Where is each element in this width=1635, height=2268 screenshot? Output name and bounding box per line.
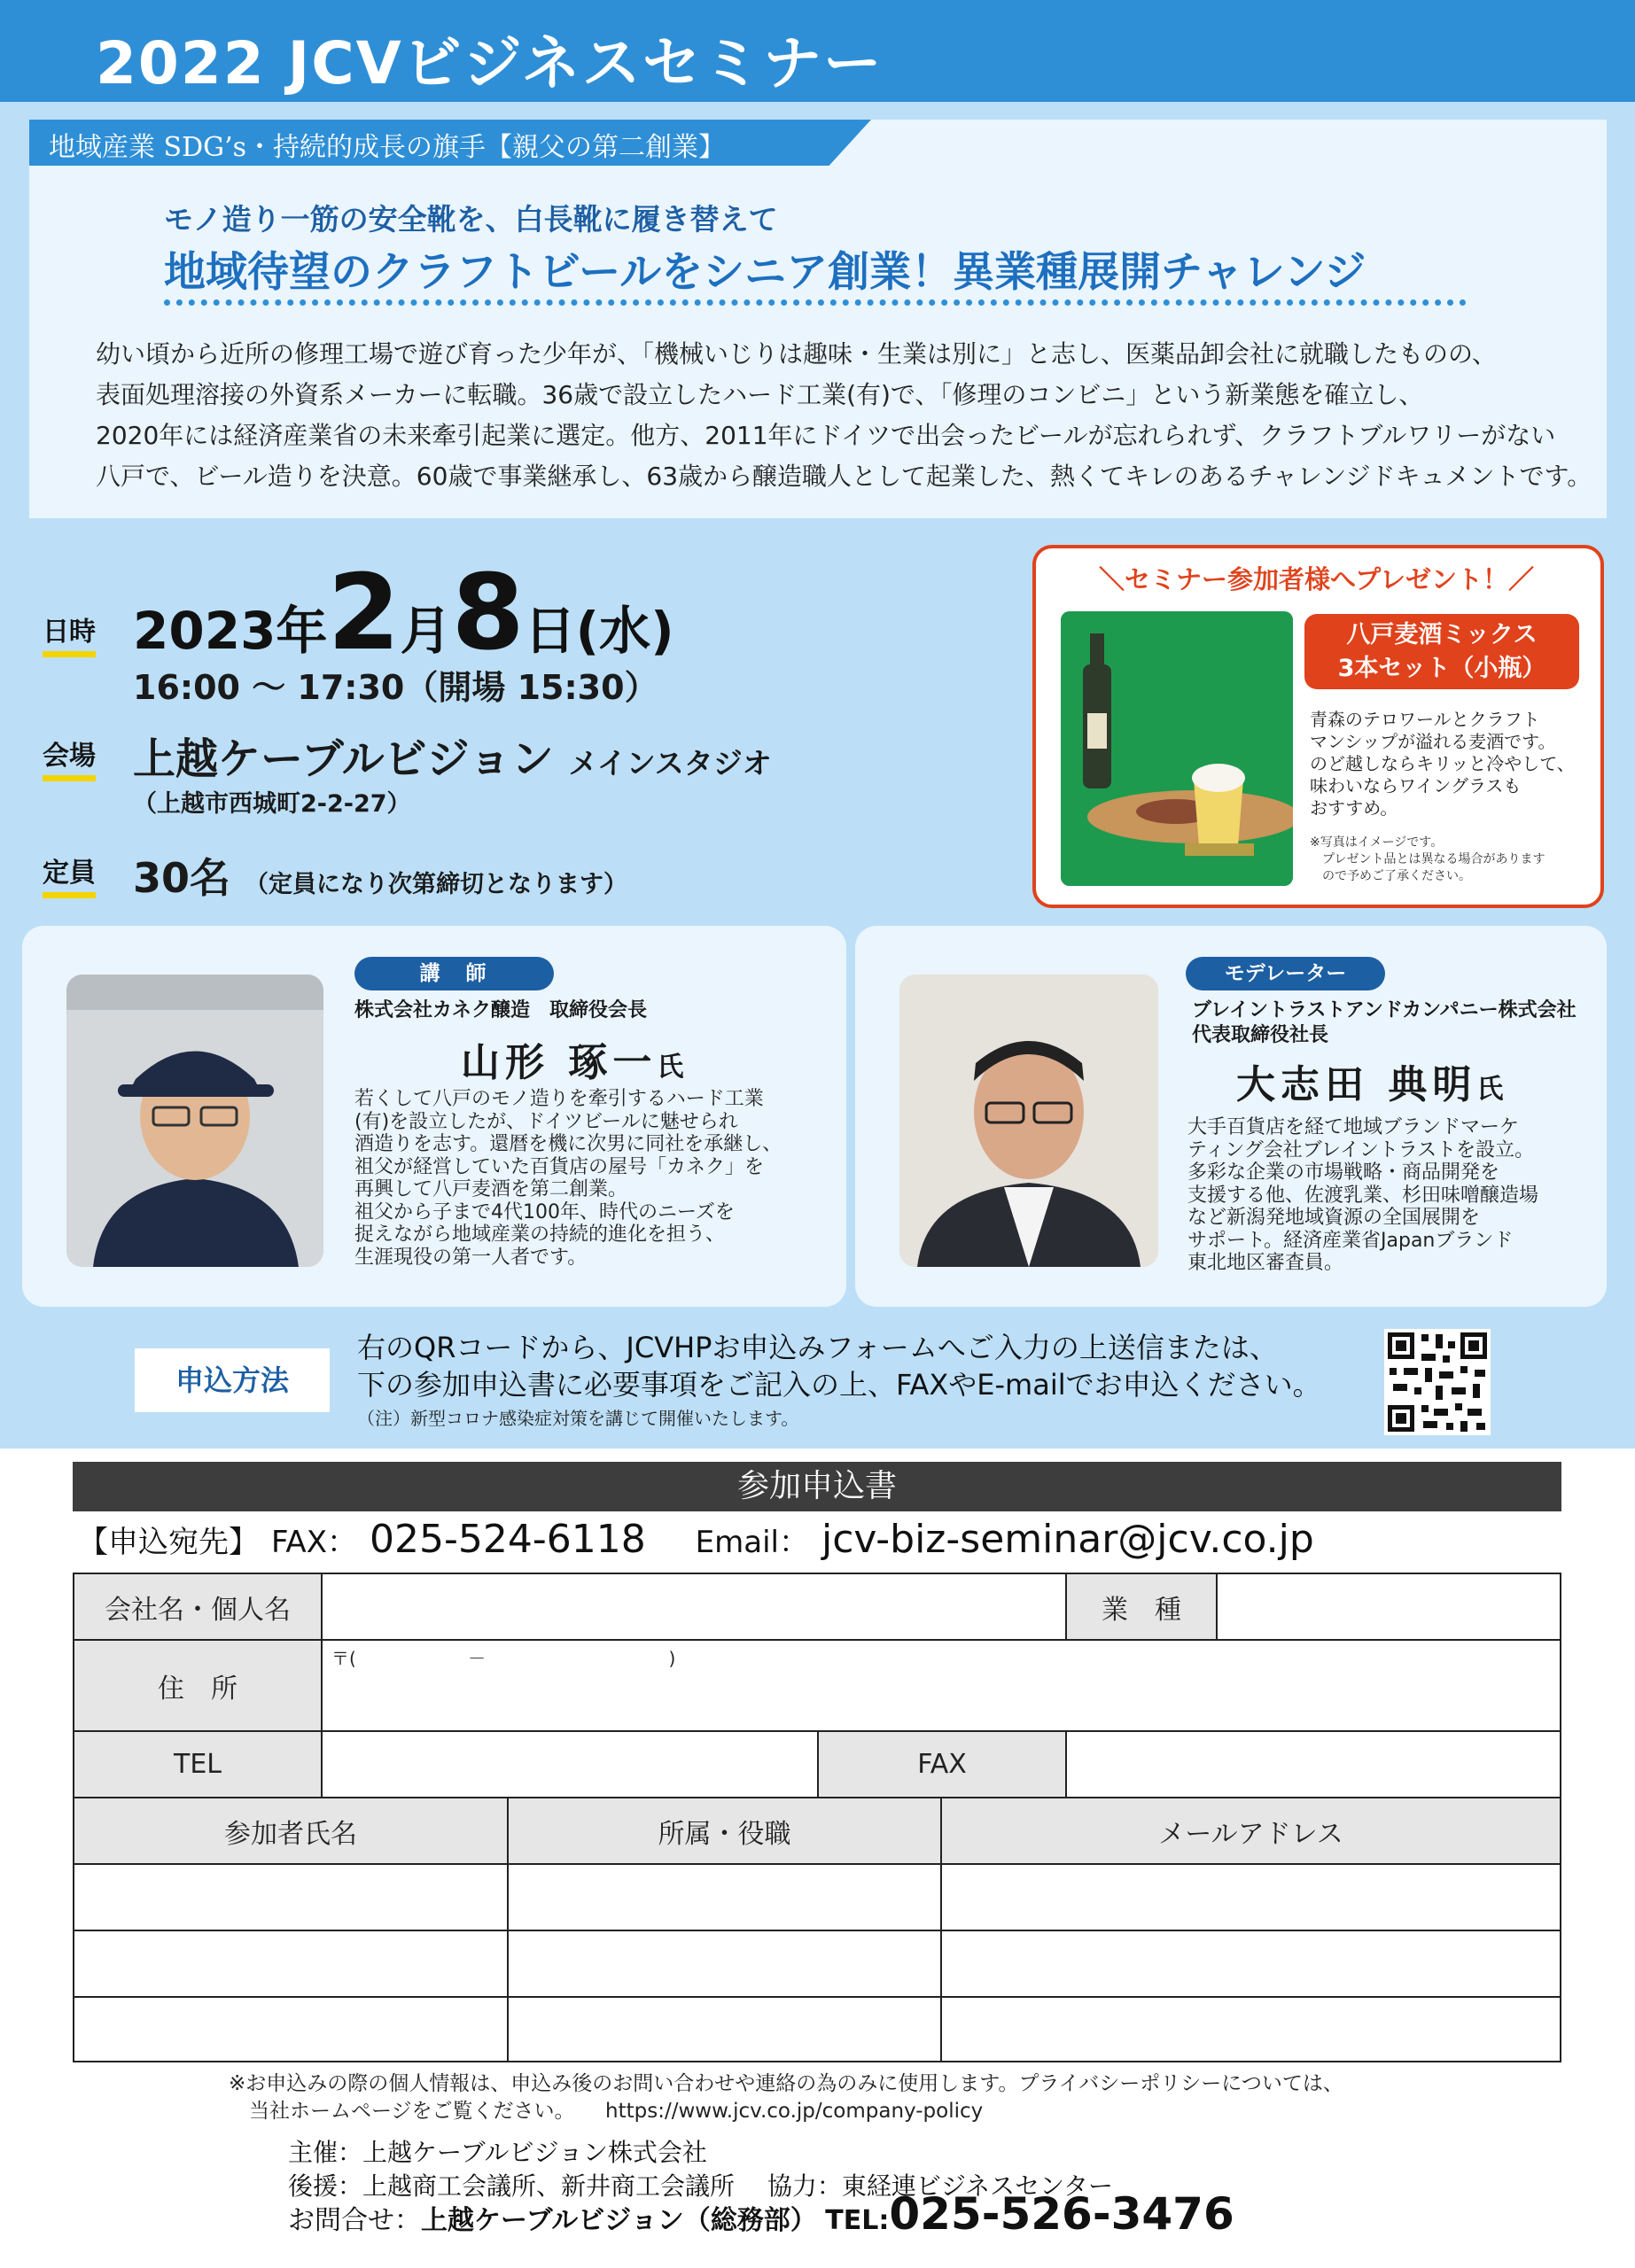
speaker-bio-line: (有)を設立したが、ドイツビールに魅せられ — [354, 1110, 738, 1133]
present-desc-line: 味わいならワイングラスも — [1310, 775, 1522, 796]
apply-line: 下の参加申込書に必要事項をご記入の上、FAXやE-mailでお申込ください。 — [357, 1368, 1321, 1402]
form-destination — [78, 1517, 1314, 1562]
date-label: 日時 — [43, 610, 96, 657]
speaker-name-text: 山形 琢一 — [461, 1040, 658, 1085]
participant-name-field[interactable] — [74, 1931, 509, 1998]
industry-field[interactable] — [1218, 1574, 1560, 1641]
present-note-line: ので予めご了承ください。 — [1310, 869, 1471, 883]
fax-number: 025-524-6118 — [370, 1517, 646, 1562]
speaker-role-badge: 講 師 — [354, 957, 554, 990]
event-day: 8 — [451, 551, 525, 673]
speaker-bio-line: 生涯現役の第一人者です。 — [354, 1246, 588, 1269]
capacity-value: 30名 — [133, 854, 231, 902]
privacy-line: ※お申込みの際の個人情報は、申込み後のお問い合わせや連絡の為のみに使用します。プライバシーポリシーについては、 — [229, 2072, 1343, 2095]
present-desc-line: おすすめ。 — [1310, 797, 1398, 819]
contact-org: 上越ケーブルビジョン（総務部） — [421, 2205, 817, 2236]
apply-note: （注）新型コロナ感染症対策を講じて開催いたします。 — [357, 1408, 799, 1429]
moderator-company-line: 代表取締役社長 — [1192, 1024, 1329, 1046]
moderator-portrait — [899, 975, 1158, 1267]
intro-body-line: 幼い頃から近所の修理工場で遊び育った少年が、「機械いじりは趣味・生業は別に」と志し、医薬品卸会社に就職したものの、 — [96, 339, 1497, 369]
present-description — [1310, 709, 1575, 819]
intro-tag: 地域産業 SDG’s・持続的成長の旗手【親父の第二創業】 — [49, 132, 726, 163]
event-day-unit: 日(水) — [524, 601, 674, 661]
address-field[interactable] — [323, 1641, 1560, 1732]
moderator-company — [1192, 998, 1577, 1048]
moderator-bio — [1187, 1116, 1538, 1275]
company-name-field[interactable] — [323, 1574, 1067, 1641]
privacy-line: 当社ホームページをご覧ください。 https://www.jcv.co.jp/company-policy — [229, 2100, 984, 2123]
speaker-portrait — [66, 975, 323, 1267]
apply-instructions — [357, 1329, 1321, 1403]
moderator-honorific: 氏 — [1476, 1074, 1504, 1105]
speaker-bio-line: 祖父が経営していた百貨店の屋号「カネク」を — [354, 1155, 765, 1178]
participant-name-field[interactable] — [74, 1865, 509, 1931]
event-year: 2023年 — [133, 601, 328, 661]
event-date — [133, 551, 674, 673]
dest-label: 【申込宛先】 — [78, 1525, 259, 1560]
email-address[interactable]: jcv-biz-seminar@jcv.co.jp — [821, 1517, 1314, 1562]
present-badge-line: 3本セット（小瓶） — [1337, 655, 1546, 682]
speaker-name — [461, 1030, 683, 1087]
organizer: 主催：上越ケーブルビジョン株式会社 — [288, 2138, 707, 2167]
contact-label: お問合せ： — [288, 2205, 421, 2236]
participant-email-field[interactable] — [942, 1998, 1560, 2061]
present-desc-line: のど越しならキリッと冷やして、 — [1310, 753, 1575, 774]
participant-email-field[interactable] — [942, 1865, 1560, 1931]
col-department: 所属・役職 — [509, 1798, 942, 1865]
apply-method-label: 申込方法 — [135, 1348, 330, 1412]
present-desc-line: 青森のテロワールとクラフト — [1310, 709, 1540, 730]
headline: 地域待望のクラフトビールをシニア創業！異業種展開チャレンジ — [164, 248, 1366, 297]
present-note-line: プレゼント品とは異なる場合があります — [1310, 852, 1545, 866]
moderator-bio-line: ティング会社ブレイントラストを設立。 — [1187, 1138, 1535, 1161]
address-label-cell: 住 所 — [74, 1641, 323, 1732]
speaker-bio-line: 酒造りを志す。還暦を機に次男に同社を承継し、 — [354, 1133, 782, 1155]
capacity-note: （定員になり次第締切となります） — [245, 871, 628, 898]
speaker-honorific: 氏 — [657, 1052, 684, 1083]
present-note-line: ※写真はイメージです。 — [1310, 835, 1444, 850]
participant-dept-field[interactable] — [509, 1865, 942, 1931]
speaker-photo — [66, 975, 323, 1267]
present-title: ＼セミナー参加者様へプレゼント！／ — [1099, 564, 1534, 594]
event-capacity — [133, 846, 627, 905]
speaker-bio-line: 祖父から子まで4代100年、時代のニーズを — [354, 1200, 735, 1223]
venue-address: （上越市西城町2-2-27） — [133, 790, 411, 818]
postal-code-hint: 〒( － ) — [331, 1648, 676, 1669]
venue-label: 会場 — [43, 734, 96, 781]
moderator-name — [1236, 1052, 1503, 1109]
moderator-bio-line: 支援する他、佐渡乳業、杉田味噌醸造場 — [1187, 1184, 1539, 1207]
present-note — [1310, 835, 1545, 885]
tel-field[interactable] — [323, 1732, 819, 1798]
moderator-bio-line: 東北地区審査員。 — [1187, 1252, 1344, 1274]
supporters: 後援：上越商工会議所、新井商工会議所 協力：東経連ビジネスセンター — [288, 2171, 1113, 2201]
present-badge — [1304, 614, 1579, 689]
moderator-bio-line: 多彩な企業の市場戦略・商品開発を — [1187, 1161, 1500, 1184]
company-label-cell: 会社名・個人名 — [74, 1574, 323, 1641]
subheadline: モノ造り一筋の安全靴を、白長靴に履き替えて — [164, 202, 778, 237]
intro-body-line: 2020年には経済産業省の未来牽引起業に選定。他方、2011年にドイツで出会ったビールが忘れられず、クラフトブルワリーがない — [96, 421, 1556, 450]
participant-name-field[interactable] — [74, 1998, 509, 2061]
fax-label: FAX： — [271, 1525, 357, 1560]
qr-code-icon[interactable] — [1384, 1329, 1491, 1435]
speaker-bio-line: 若くして八戸のモノ造りを牽引するハード工業 — [354, 1088, 764, 1110]
participant-email-field[interactable] — [942, 1931, 1560, 1998]
email-label: Email： — [695, 1525, 809, 1560]
privacy-note — [229, 2070, 1343, 2125]
moderator-photo — [899, 975, 1158, 1267]
venue-sub: メインスタジオ — [568, 746, 772, 781]
moderator-bio-line: 大手百貨店を経て地域ブランドマーケ — [1187, 1116, 1520, 1138]
qr-code-graphic — [1384, 1329, 1491, 1435]
form-title: 参加申込書 — [73, 1462, 1561, 1511]
speaker-bio — [354, 1088, 782, 1269]
participant-dept-field[interactable] — [509, 1998, 942, 2061]
tel-label-cell: TEL — [74, 1732, 323, 1798]
headline-underline — [164, 299, 1467, 306]
moderator-role-badge: モデレーター — [1186, 957, 1385, 990]
event-time: 16:00 ～ 17:30（開場 15:30） — [133, 668, 658, 707]
speaker-company: 株式会社カネク醸造 取締役会長 — [354, 999, 648, 1021]
moderator-bio-line: など新潟発地域資源の全国展開を — [1187, 1207, 1481, 1229]
fax-field[interactable] — [1067, 1732, 1560, 1798]
moderator-name-text: 大志田 典明 — [1236, 1062, 1477, 1107]
moderator-bio-line: サポート。経済産業省Japanブランド — [1187, 1229, 1514, 1252]
event-month-unit: 月 — [400, 601, 452, 661]
fax-label-cell: FAX — [819, 1732, 1067, 1798]
industry-label-cell: 業 種 — [1067, 1574, 1218, 1641]
speaker-bio-line: 再興して八戸麦酒を第二創業。 — [354, 1178, 628, 1200]
event-venue — [133, 725, 772, 786]
intro-body-line: 表面処理溶接の外資系メーカーに転職。36歳で設立したハード工業(有)で、「修理のコンビニ」という新業態を確立し、 — [96, 380, 1424, 409]
venue-name: 上越ケーブルビジョン — [133, 734, 554, 784]
page-title: 2022 JCVビジネスセミナー — [96, 29, 884, 97]
contact-tel-label: TEL: — [825, 2205, 890, 2236]
apply-line: 右のQRコードから、JCVHPお申込みフォームへご入力の上送信または、 — [357, 1331, 1278, 1364]
present-badge-line: 八戸麦酒ミックス — [1346, 621, 1538, 649]
intro-body — [96, 334, 1593, 497]
col-email: メールアドレス — [942, 1798, 1560, 1865]
beer-gift-photo — [1061, 611, 1293, 886]
speaker-bio-line: 捉えながら地域産業の持続的進化を担う、 — [354, 1223, 726, 1246]
beer-illustration — [1061, 611, 1293, 886]
intro-body-line: 八戸で、ビール造りを決意。60歳で事業継承し、63歳から醸造職人として起業した、熱くてキレのあるチャレンジドキュメントです。 — [96, 462, 1592, 491]
moderator-company-line: ブレイントラストアンドカンパニー株式会社 — [1192, 999, 1577, 1021]
participant-dept-field[interactable] — [509, 1931, 942, 1998]
col-participant-name: 参加者氏名 — [74, 1798, 509, 1865]
contact-tel[interactable]: 025-526-3476 — [889, 2188, 1234, 2240]
application-form — [73, 1573, 1561, 2062]
capacity-label: 定員 — [43, 850, 96, 898]
event-month: 2 — [327, 551, 401, 673]
contact-info — [288, 2188, 1234, 2240]
present-desc-line: マンシップが溢れる麦酒です。 — [1310, 731, 1556, 752]
